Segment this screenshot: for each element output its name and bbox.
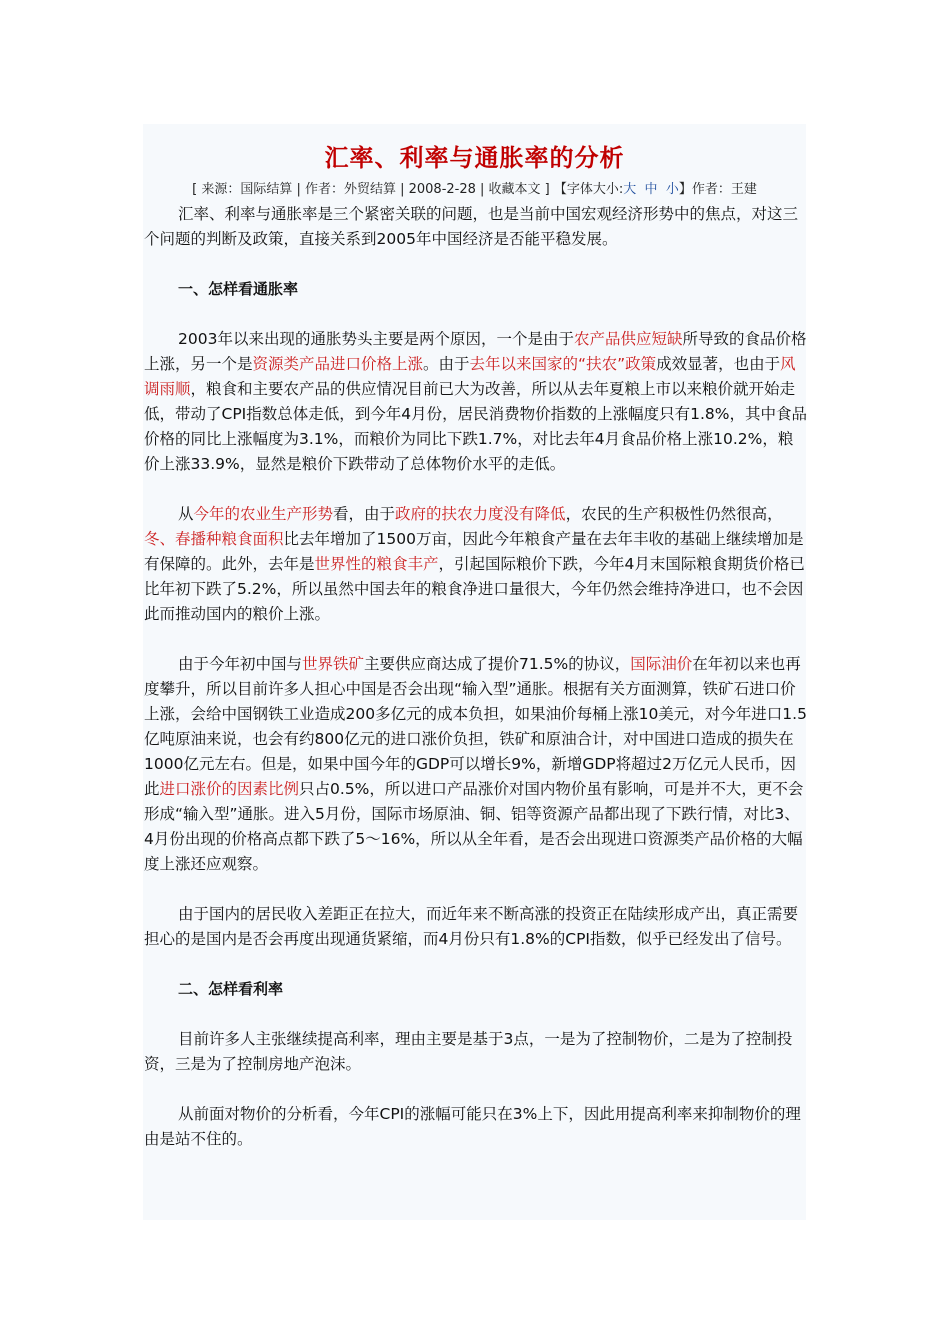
paragraph-imported-inflation: 由于今年初中国与世界铁矿主要供应商达成了提价71.5%的协议，国际油价在年初以来也再度攀升，所以目前许多人担心中国是否会出现“输入型”通胀。根据有关方面测算，铁矿石进口价上涨，会给中国钢铁工业造成200多亿元的成本负担，如果油价每桶上涨10美元，对今年进口1.5亿吨原油来说，也会有约800亿元的进口涨价负担，铁矿和原油合计，对中国进口造成的损失在1000亿元左右。但是，如果中国今年的GDP可以增长9%，新增GDP将超过2万亿元人民币，因此进口涨价的因素比例只占0.5%，所以进口产品涨价对国内物价虽有影响，可是并不大，更不会形成“输入型”通胀。进入5月份，国际市场原油、铜、铝等资源产品都出现了下跌行情，对比3、4月份出现的价格高点都下跌了5～16%，所以从全年看，是否会出现进口资源类产品价格的大幅度上涨还应观察。 — [144, 655, 807, 873]
paragraph-agriculture: 从今年的农业生产形势看，由于政府的扶农力度没有降低，农民的生产积极性仍然很高，冬、春播种粮食面积比去年增加了1500万亩，因此今年粮食产量在去年丰收的基础上继续增加是有保障的。此外，去年是世界性的粮食丰产，引起国际粮价下跌，今年4月末国际粮食期货价格已比年初下跌了5.2%，所以虽然中国去年的粮食净进口量很大，今年仍然会维持净进口，也不会因此而推动国内的粮价上涨。 — [144, 505, 805, 623]
keyword-link[interactable]: 国际油价 — [630, 655, 693, 673]
keyword-link[interactable]: 资源类产品进口价格上涨 — [252, 355, 424, 373]
keyword-link[interactable]: 政府的扶农力度没有降低 — [395, 505, 566, 523]
font-size-medium-link[interactable]: 中 — [644, 182, 658, 197]
article-title: 汇率、利率与通胀率的分析 — [324, 143, 625, 172]
keyword-link[interactable]: 今年的农业生产形势 — [193, 505, 334, 523]
paragraph-cpi-analysis: 从前面对物价的分析看，今年CPI的涨幅可能只在3%上下，因此用提高利率来抑制物价的理由是站不住的。 — [144, 1105, 801, 1148]
keyword-link[interactable]: 世界铁矿 — [302, 655, 365, 673]
keyword-link[interactable]: 进口涨价的因素比例 — [159, 780, 300, 798]
keyword-link[interactable]: 冬、春播种粮食面积 — [144, 530, 284, 548]
section-heading-inflation: 一、怎样看通胀率 — [178, 280, 299, 298]
paragraph-inflation-causes: 2003年以来出现的通胀势头主要是两个原因，一个是由于农产品供应短缺所导致的食品价格上涨，另一个是资源类产品进口价格上涨。由于去年以来国家的“扶农”政策成效显著，也由于风调雨顺，粮食和主要农产品的供应情况目前已大为改善，所以从去年夏粮上市以来粮价就开始走低，带动了CPI指数总体走低，到今年4月份，居民消费物价指数的上涨幅度只有1.8%，其中食品价格的同比上涨幅度为3.1%，而粮价为同比下跌1.7%，对比去年4月食品价格上涨10.2%，粮价上涨33.9%，显然是粮价下跌带动了总体物价水平的走低。 — [144, 330, 807, 473]
meta-source: [ 来源：国际结算 | 作者：外贸结算 | 2008-2-28 | 收藏本文 ] 【字体大小: — [192, 182, 624, 197]
font-size-small-link[interactable]: 小 — [665, 182, 679, 197]
keyword-link[interactable]: 农产品供应短缺 — [573, 330, 683, 348]
paragraph-rate-reasons: 目前许多人主张继续提高利率，理由主要是基于3点，一是为了控制物价，二是为了控制投资，三是为了控制房地产泡沫。 — [144, 1030, 793, 1073]
article-body — [144, 202, 808, 1152]
intro-paragraph: 汇率、利率与通胀率是三个紧密关联的问题，也是当前中国宏观经济形势中的焦点，对这三个问题的判断及政策，直接关系到2005年中国经济是否能平稳发展。 — [144, 205, 799, 248]
keyword-link[interactable]: 去年以来国家的“扶农”政策 — [469, 355, 657, 373]
section-heading-interest-rate: 二、怎样看利率 — [178, 980, 284, 998]
font-size-large-link[interactable]: 大 — [623, 182, 637, 197]
article-meta — [143, 178, 806, 197]
keyword-link[interactable]: 风调雨顺 — [144, 355, 796, 398]
meta-author: 】作者：王建 — [678, 182, 757, 197]
paragraph-deflation-risk: 由于国内的居民收入差距正在拉大，而近年来不断高涨的投资正在陆续形成产出，真正需要担心的是国内是否会再度出现通货紧缩，而4月份只有1.8%的CPI指数，似乎已经发出了信号。 — [144, 905, 799, 948]
keyword-link[interactable]: 世界性的粮食丰产 — [314, 555, 439, 573]
